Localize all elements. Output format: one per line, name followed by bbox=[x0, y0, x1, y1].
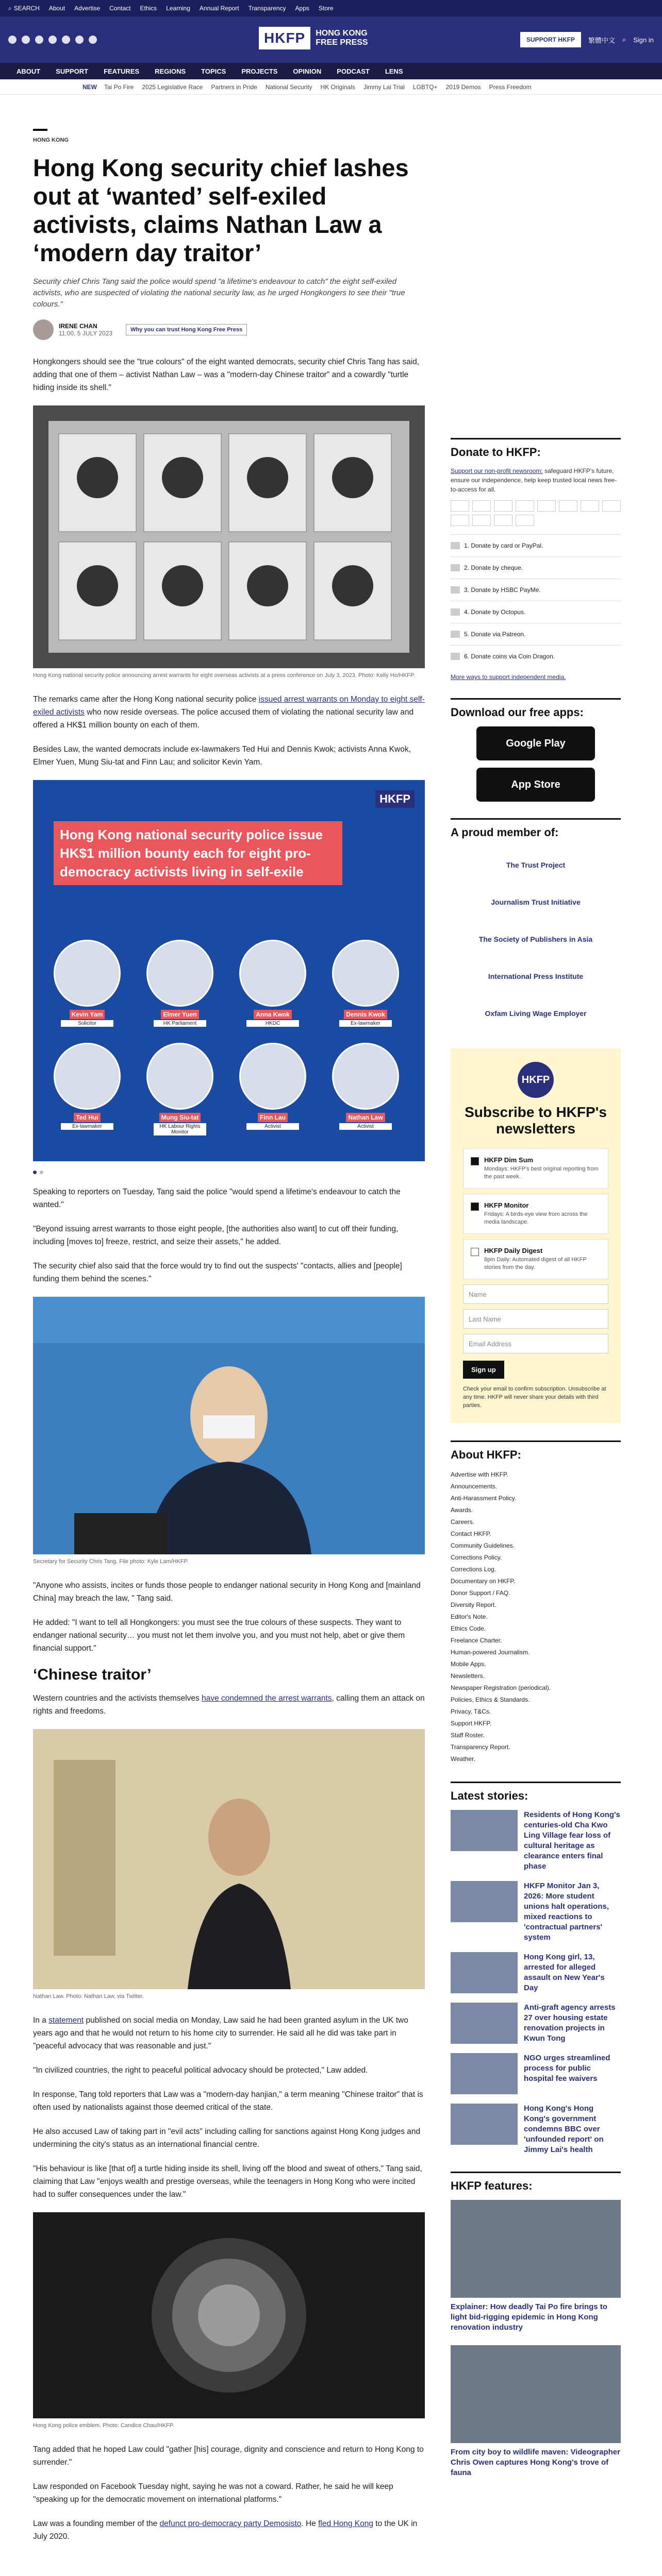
feature-title[interactable]: From city boy to wildlife maven: Videographer Chris Owen captures Hong Kong's trove of fauna bbox=[451, 2448, 620, 2477]
arrest-warrants-link[interactable]: issued arrest warrants on Monday to eight self-exiled activists bbox=[33, 695, 425, 717]
newsletter-title: Subscribe to HKFP's newsletters bbox=[465, 1104, 607, 1137]
story-thumbnail bbox=[451, 1952, 518, 1993]
statement-link[interactable]: statement bbox=[48, 2016, 84, 2025]
fled-link[interactable]: fled Hong Kong bbox=[318, 2519, 373, 2528]
paragraph: He also accused Law of taking part in "evil acts" including calling for sanctions against Hong Kong judges and undermining the city's status as an international financial centre. bbox=[33, 2127, 421, 2149]
paypal-icon bbox=[516, 500, 534, 512]
about-link[interactable]: Editor's Note. bbox=[451, 1613, 488, 1620]
photo-caption: Secretary for Security Chris Tang. File photo: Kyle Lam/HKFP. bbox=[33, 1558, 189, 1565]
photo-caption: Hong Kong police emblem. Photo: Candice Chau/HKFP. bbox=[33, 2422, 174, 2429]
ticker-item[interactable]: HK Originals bbox=[320, 83, 355, 91]
topbar-ethics[interactable]: Ethics bbox=[140, 5, 157, 12]
feature-thumbnail bbox=[451, 2200, 621, 2298]
brand-header bbox=[0, 16, 662, 63]
ticker-item[interactable]: Press Freedom bbox=[489, 83, 532, 91]
article bbox=[33, 129, 425, 2554]
story-thumbnail bbox=[451, 2053, 518, 2094]
apps-title: Download our free apps: bbox=[451, 706, 584, 719]
checkbox[interactable] bbox=[471, 1202, 479, 1211]
slide-dot[interactable] bbox=[40, 1171, 43, 1174]
latest-story[interactable] bbox=[451, 2104, 621, 2155]
photo-caption: Nathan Law. Photo: Nathan Law, via Twitter. bbox=[33, 1993, 144, 1999]
about-link[interactable]: Staff Roster. bbox=[451, 1732, 485, 1739]
byline bbox=[33, 319, 425, 340]
chris-tang-photo bbox=[33, 1297, 425, 1554]
paragraph: Tang added that he hoped Law could "gather [his] courage, dignity and conscience and return to Hong Kong to surrender." bbox=[33, 2445, 424, 2467]
more-ways-link[interactable]: More ways to support independent media. bbox=[451, 673, 566, 681]
paragraph: "Anyone who assists, incites or funds those people to endanger national security in Hong Kong and [mainland China] may breach the law, " Tang said. bbox=[33, 1581, 421, 1603]
activist-card: Finn Lau Activist bbox=[239, 1043, 306, 1130]
donate-intro: Support our non-profit newsroom: safeguard HKFP's future, ensure our independence, help keep trusted local news free-to-access for all. bbox=[451, 467, 617, 493]
activist-photo bbox=[239, 1043, 306, 1110]
ticker-item[interactable]: Jimmy Lai Trial bbox=[363, 83, 405, 91]
article-title: Hong Kong security chief lashes out at ‘wanted’ self-exiled activists, claims Nathan Law a ‘modern day traitor’ bbox=[33, 154, 409, 266]
slideshow-dots bbox=[33, 1171, 425, 1174]
signup-button[interactable]: Sign up bbox=[463, 1361, 504, 1379]
main-nav bbox=[0, 63, 662, 79]
donate-method[interactable]: 4. Donate by Octopus. bbox=[451, 601, 621, 623]
activist-card: Nathan Law Activist bbox=[332, 1043, 399, 1130]
nav-regions[interactable]: REGIONS bbox=[155, 67, 186, 75]
donate-title: Donate to HKFP: bbox=[451, 446, 541, 459]
subheading: ‘Chinese traitor’ bbox=[33, 1666, 152, 1683]
paragraph: "Beyond issuing arrest warrants to those eight people, [the authorities also want] to cut off their funding, including [moves to] freeze, restrict, and seize their assets," he added. bbox=[33, 1225, 399, 1246]
about-link[interactable]: Documentary on HKFP. bbox=[451, 1578, 516, 1585]
story-thumbnail bbox=[451, 2104, 518, 2145]
about-link[interactable]: Weather. bbox=[451, 1755, 475, 1762]
member-box bbox=[451, 818, 621, 1032]
feature-story[interactable] bbox=[451, 2200, 621, 2333]
coin-icon bbox=[451, 653, 460, 660]
top-utility-bar bbox=[0, 0, 662, 16]
patreon-icon bbox=[451, 631, 460, 638]
x-icon[interactable] bbox=[22, 36, 30, 44]
topic-ticker bbox=[0, 79, 662, 95]
member-logo-trust-project[interactable]: The Trust Project bbox=[506, 861, 566, 869]
nav-lens[interactable]: LENS bbox=[385, 67, 403, 75]
nav-podcast[interactable]: PODCAST bbox=[337, 67, 370, 75]
google-play-button[interactable]: Google Play bbox=[476, 726, 595, 760]
nathan-law-photo bbox=[33, 1729, 425, 1989]
apps-box bbox=[451, 698, 621, 802]
topbar-store[interactable]: Store bbox=[318, 5, 334, 12]
mastercard-icon bbox=[451, 500, 469, 512]
latest-story[interactable] bbox=[451, 2053, 621, 2094]
topbar-transparency[interactable]: Transparency bbox=[248, 5, 286, 12]
threads-icon[interactable] bbox=[75, 36, 84, 44]
donate-box bbox=[451, 438, 621, 682]
author-avatar bbox=[33, 319, 54, 340]
visa-icon bbox=[472, 500, 491, 512]
police-emblem-illustration bbox=[33, 2212, 425, 2418]
about-link[interactable]: Ethics Code. bbox=[451, 1625, 486, 1632]
latest-story[interactable] bbox=[451, 2003, 621, 2044]
bank-icon bbox=[494, 515, 512, 526]
about-list bbox=[451, 1469, 621, 1765]
chris-tang-illustration bbox=[33, 1297, 425, 1554]
about-link[interactable]: Transparency Report. bbox=[451, 1743, 510, 1751]
latest-story[interactable] bbox=[451, 1881, 621, 1943]
nav-topics[interactable]: TOPICS bbox=[201, 67, 226, 75]
about-link[interactable]: Announcements. bbox=[451, 1483, 498, 1490]
card-icon bbox=[451, 542, 460, 549]
about-link[interactable]: Support HKFP. bbox=[451, 1720, 492, 1727]
about-link[interactable]: Newspaper Registration (periodical). bbox=[451, 1684, 551, 1691]
story-thumbnail bbox=[451, 1881, 518, 1922]
app-store-button[interactable]: App Store bbox=[476, 768, 595, 802]
patreon-icon bbox=[581, 500, 599, 512]
article-section[interactable]: HONG KONG bbox=[33, 137, 69, 143]
wallet-icon bbox=[516, 515, 534, 526]
ticker-item[interactable]: 2025 Legislative Race bbox=[142, 83, 203, 91]
about-box bbox=[451, 1440, 621, 1765]
payme-icon bbox=[537, 500, 556, 512]
checkbox[interactable] bbox=[471, 1157, 479, 1165]
nav-about[interactable]: ABOUT bbox=[16, 67, 41, 75]
latest-box bbox=[451, 1782, 621, 2155]
story-title[interactable]: Residents of Hong Kong's centuries-old Cha Kwo Ling Village fear loss of cultural heritage as clearance enters final phase bbox=[524, 1810, 620, 1871]
checkbox[interactable] bbox=[471, 1248, 479, 1256]
cheque-icon bbox=[451, 564, 460, 571]
activist-card: Kevin Yam Solicitor bbox=[54, 940, 121, 1027]
donate-method[interactable]: 5. Donate via Patreon. bbox=[451, 623, 621, 645]
paragraph: Besides Law, the wanted democrats include ex-lawmakers Ted Hui and Dennis Kwok; activists Anna Kwok, Elmer Yuen, Mung Siu-tat and Finn Lau; and solicitor Kevin Yam. bbox=[33, 745, 411, 767]
language-switch[interactable]: 繁體中文 bbox=[588, 36, 615, 44]
about-link[interactable]: Policies, Ethics & Standards. bbox=[451, 1696, 530, 1703]
activist-card: Ted Hui Ex-lawmaker bbox=[54, 1043, 121, 1130]
section-rule bbox=[33, 129, 47, 131]
activist-photo bbox=[146, 1043, 213, 1110]
nav-support[interactable]: SUPPORT bbox=[56, 67, 89, 75]
latest-title: Latest stories: bbox=[451, 1789, 528, 1802]
about-link[interactable]: Anti-Harassment Policy. bbox=[451, 1495, 517, 1502]
story-thumbnail bbox=[451, 2003, 518, 2044]
paragraph: Hongkongers should see the "true colours" of the eight wanted democrats, security chief Chris Tang has said, adding that one of them – activist Nathan Law – was a "modern-day Chinese traitor" and a cowardly "turtle hiding inside its shell." bbox=[33, 358, 420, 392]
activist-photo bbox=[54, 940, 121, 1007]
about-link[interactable]: Contact HKFP. bbox=[451, 1530, 491, 1537]
name-field[interactable]: Name bbox=[463, 1284, 608, 1304]
member-logo-ipi[interactable]: International Press Institute bbox=[488, 972, 584, 980]
about-link[interactable]: Community Guidelines. bbox=[451, 1542, 515, 1549]
activist-photo bbox=[239, 940, 306, 1007]
octopus-icon bbox=[451, 608, 460, 616]
story-thumbnail bbox=[451, 1810, 518, 1851]
member-logo-jti[interactable]: Journalism Trust Initiative bbox=[491, 898, 581, 906]
police-emblem-photo bbox=[33, 2212, 425, 2418]
paragraph: In a statement published on social media on Monday, Law said he had been granted asylum in the UK two years ago and that he would not return to his home city to surrender. He said all he did was take part in "peaceful advocacy that was reasonable and just." bbox=[33, 2016, 408, 2050]
slide-dot[interactable] bbox=[33, 1171, 37, 1174]
cheque-icon bbox=[602, 500, 621, 512]
about-link[interactable]: Newsletters. bbox=[451, 1672, 485, 1680]
topbar-advertise[interactable]: Advertise bbox=[74, 5, 101, 12]
about-link[interactable]: Donor Support / FAQ. bbox=[451, 1589, 510, 1597]
latest-story[interactable] bbox=[451, 1952, 621, 1993]
activist-card: Elmer Yuen HK Parliament bbox=[146, 940, 213, 1027]
nav-opinion[interactable]: OPINION bbox=[293, 67, 322, 75]
octopus-icon bbox=[559, 500, 577, 512]
paragraph: Speaking to reporters on Tuesday, Tang said the police "would spend a lifetime's endeavour to catch the wanted." bbox=[33, 1188, 401, 1209]
sidebar bbox=[451, 438, 621, 2495]
about-link[interactable]: Diversity Report. bbox=[451, 1601, 496, 1608]
ticker-item[interactable]: Tai Po Fire bbox=[104, 83, 134, 91]
topbar-search[interactable]: ⌕ SEARCH bbox=[8, 4, 40, 12]
paragraph: In response, Tang told reporters that Law was a "modern-day hanjian," a term meaning "Chinese traitor" that is often used by nationalists against those deemed critical of the state. bbox=[33, 2090, 423, 2112]
donate-method[interactable]: 6. Donate coins via Coin Dragon. bbox=[451, 645, 621, 667]
newsletter-option[interactable]: HKFP Dim Sum Mondays: HKFP's best original reporting from the past week. bbox=[463, 1148, 608, 1189]
topbar-annual-report[interactable]: Annual Report bbox=[199, 5, 239, 12]
paragraph: Law was a founding member of the defunct pro-democracy party Demosisto. He fled Hong Kong to the UK in July 2020. bbox=[33, 2519, 418, 2541]
topbar-about[interactable]: About bbox=[48, 5, 65, 12]
email-field[interactable]: Email Address bbox=[463, 1334, 608, 1353]
member-logo-oxfam[interactable]: Oxfam Living Wage Employer bbox=[485, 1009, 587, 1018]
about-link[interactable]: Human-powered Journalism. bbox=[451, 1649, 530, 1656]
payment-methods bbox=[451, 500, 621, 526]
activist-card: Anna Kwok HKDC bbox=[239, 940, 306, 1027]
wanted-poster-photo bbox=[33, 405, 425, 668]
trust-link[interactable]: Why you can trust Hong Kong Free Press bbox=[126, 324, 247, 335]
latest-list bbox=[451, 1810, 621, 2155]
paragraph: "In civilized countries, the right to peaceful political advocacy should be protected," Law added. bbox=[33, 2066, 368, 2075]
logo-mark: HKFP bbox=[259, 27, 310, 49]
latest-story[interactable] bbox=[451, 1810, 621, 1872]
about-link[interactable]: Privacy, T&Cs. bbox=[451, 1708, 491, 1715]
ticker-item[interactable]: 2019 Demos bbox=[445, 83, 481, 91]
story-title[interactable]: HKFP Monitor Jan 3, 2026: More student unions halt operations, mixed reactions to 'contractual partners' system bbox=[524, 1882, 609, 1942]
photo-caption: Hong Kong national security police announcing arrest warrants for eight overseas activists at a press conference on July 3, 2023. Photo: Kelly Ho/HKFP. bbox=[33, 672, 415, 679]
activist-card: Dennis Kwok Ex-lawmaker bbox=[332, 940, 399, 1027]
newsletter-option[interactable]: HKFP Daily Digest 8pm Daily: Automated digest of all HKFP stories from the day. bbox=[463, 1239, 608, 1279]
ticker-new-label: NEW bbox=[82, 83, 97, 91]
story-title[interactable]: Hong Kong's Hong Kong's government condemns BBC over 'unfounded report' on Jimmy Lai's health bbox=[524, 2104, 604, 2154]
about-link[interactable]: Mobile Apps. bbox=[451, 1660, 486, 1668]
author-name[interactable]: IRENE CHAN bbox=[59, 323, 97, 330]
wanted-poster-illustration bbox=[33, 405, 425, 668]
search-icon: ⌕ bbox=[8, 4, 12, 12]
demosisto-link[interactable]: defunct pro-democracy party Demosisto bbox=[159, 2519, 302, 2528]
newsletter-badge: HKFP bbox=[518, 1062, 554, 1098]
support-hkfp-button[interactable]: SUPPORT HKFP bbox=[520, 32, 581, 47]
amex-icon bbox=[494, 500, 512, 512]
about-link[interactable]: Corrections Log. bbox=[451, 1566, 496, 1573]
site-logo[interactable] bbox=[259, 27, 368, 49]
about-link[interactable]: Advertise with HKFP. bbox=[451, 1471, 508, 1478]
instagram-icon[interactable] bbox=[35, 36, 43, 44]
topbar-learning[interactable]: Learning bbox=[166, 5, 190, 12]
donate-method[interactable]: 1. Donate by card or PayPal. bbox=[451, 534, 621, 556]
search-icon[interactable]: ⌕ bbox=[622, 36, 626, 43]
features-list bbox=[451, 2200, 621, 2478]
newsletter-box bbox=[451, 1048, 621, 1423]
support-link[interactable]: Support our non-profit newsroom: bbox=[451, 467, 543, 474]
story-title[interactable]: Hong Kong girl, 13, arrested for alleged assault on New Year's Day bbox=[524, 1953, 605, 1992]
member-logo-sopa[interactable]: The Society of Publishers in Asia bbox=[478, 935, 593, 943]
story-title[interactable]: NGO urges streamlined process for public hospital fee waivers bbox=[524, 2054, 610, 2083]
last-name-field[interactable]: Last Name bbox=[463, 1309, 608, 1329]
feature-title[interactable]: Explainer: How deadly Tai Po fire brings to light bid-rigging epidemic in Hong Kong renovation industry bbox=[451, 2302, 607, 2332]
member-title: A proud member of: bbox=[451, 826, 559, 839]
paragraph: "His behaviour is like [that of] a turtle hiding inside its shell, living off the blood and sweat of others," Tang said, claiming that Law "enjoys wealth and prestige overseas, while the teenagers in Hong Kong who were incited had to suffer consequences under the law." bbox=[33, 2164, 422, 2199]
donate-methods bbox=[451, 534, 621, 667]
linkedin-icon[interactable] bbox=[62, 36, 70, 44]
payme-icon bbox=[451, 586, 460, 594]
slide-banner: Hong Kong national security police issue HK$1 million bounty each for eight pro-democracy activists living in self-exile bbox=[54, 821, 342, 885]
ticker-item[interactable]: Partners in Pride bbox=[211, 83, 257, 91]
activist-card: Mung Siu-tat HK Labour Rights Monitor bbox=[146, 1043, 213, 1136]
activist-photo bbox=[54, 1043, 121, 1110]
telegram-icon[interactable] bbox=[89, 36, 97, 44]
about-link[interactable]: Freelance Charter. bbox=[451, 1637, 502, 1644]
article-lede: Security chief Chris Tang said the police would spend "a lifetime's endeavour to catch" the eight self-exiled activists, who are suspected of violating the national security law, as he urged Hongkongers to see their "true colours." bbox=[33, 277, 405, 309]
donate-method[interactable]: 2. Donate by cheque. bbox=[451, 556, 621, 579]
about-link[interactable]: Corrections Policy. bbox=[451, 1554, 502, 1561]
ticker-item[interactable]: LGBTQ+ bbox=[412, 83, 438, 91]
story-title[interactable]: Anti-graft agency arrests 27 over housing estate renovation projects in Kwun Tong bbox=[524, 2003, 616, 2043]
ticker-item[interactable]: National Security bbox=[265, 83, 312, 91]
signin-link[interactable]: Sign in bbox=[633, 36, 654, 44]
activist-photo bbox=[332, 940, 399, 1007]
paragraph: The remarks came after the Hong Kong national security police issued arrest warrants on Monday to eight self-exiled activists who now reside overseas. The police accused them of violating the national security law and offered a HK$1 million bounty on each of them. bbox=[33, 695, 425, 730]
condemned-link[interactable]: have condemned the arrest warrants bbox=[202, 1694, 332, 1703]
topbar-apps[interactable]: Apps bbox=[295, 5, 309, 12]
feature-thumbnail bbox=[451, 2345, 621, 2443]
feature-story[interactable] bbox=[451, 2345, 621, 2478]
nav-projects[interactable]: PROJECTS bbox=[241, 67, 278, 75]
activist-photo bbox=[332, 1043, 399, 1110]
features-box bbox=[451, 2172, 621, 2478]
coin-icon bbox=[472, 515, 491, 526]
nav-features[interactable]: FEATURES bbox=[104, 67, 140, 75]
slide-logo: HKFP bbox=[375, 790, 415, 808]
youtube-icon[interactable] bbox=[48, 36, 57, 44]
social-links bbox=[8, 36, 97, 44]
activist-photo bbox=[146, 940, 213, 1007]
publish-date: 11:00, 5 JULY 2023 bbox=[59, 330, 113, 337]
paragraph: He added: "I want to tell all Hongkongers: you must see the true colours of these suspects. They want to endanger national security… you must not let them involve you, and you must not help, abet or give them financial support." bbox=[33, 1618, 405, 1653]
topbar-contact[interactable]: Contact bbox=[109, 5, 131, 12]
paragraph: Law responded on Facebook Tuesday night, saying he was not a coward. Rather, he said he will keep "speaking up for the democratic movement on international platforms." bbox=[33, 2482, 393, 2504]
newsletter-note: Check your email to confirm subscription. Unsubscribe at any time. HKFP will never share your details with third parties. bbox=[463, 1386, 606, 1409]
donate-method[interactable]: 3. Donate by HSBC PayMe. bbox=[451, 579, 621, 601]
paragraph: Western countries and the activists themselves have condemned the arrest warrants, calling them an attack on rights and freedoms. bbox=[33, 1694, 425, 1716]
features-title: HKFP features: bbox=[451, 2179, 533, 2192]
nathan-law-illustration bbox=[33, 1729, 425, 1989]
about-title: About HKFP: bbox=[451, 1448, 521, 1461]
logo-text: HONG KONG FREE PRESS bbox=[316, 29, 368, 47]
about-link[interactable]: Awards. bbox=[451, 1506, 473, 1514]
facebook-icon[interactable] bbox=[8, 36, 16, 44]
newsletter-option[interactable]: HKFP Monitor Fridays: A birds-eye view from across the media landscape. bbox=[463, 1194, 608, 1234]
fps-icon bbox=[451, 515, 469, 526]
about-link[interactable]: Careers. bbox=[451, 1518, 475, 1526]
paragraph: The security chief also said that the force would try to find out the suspects' "contacts, allies and [people] funding them behind the scenes." bbox=[33, 1262, 402, 1283]
bounty-slideshow[interactable] bbox=[33, 780, 425, 1161]
